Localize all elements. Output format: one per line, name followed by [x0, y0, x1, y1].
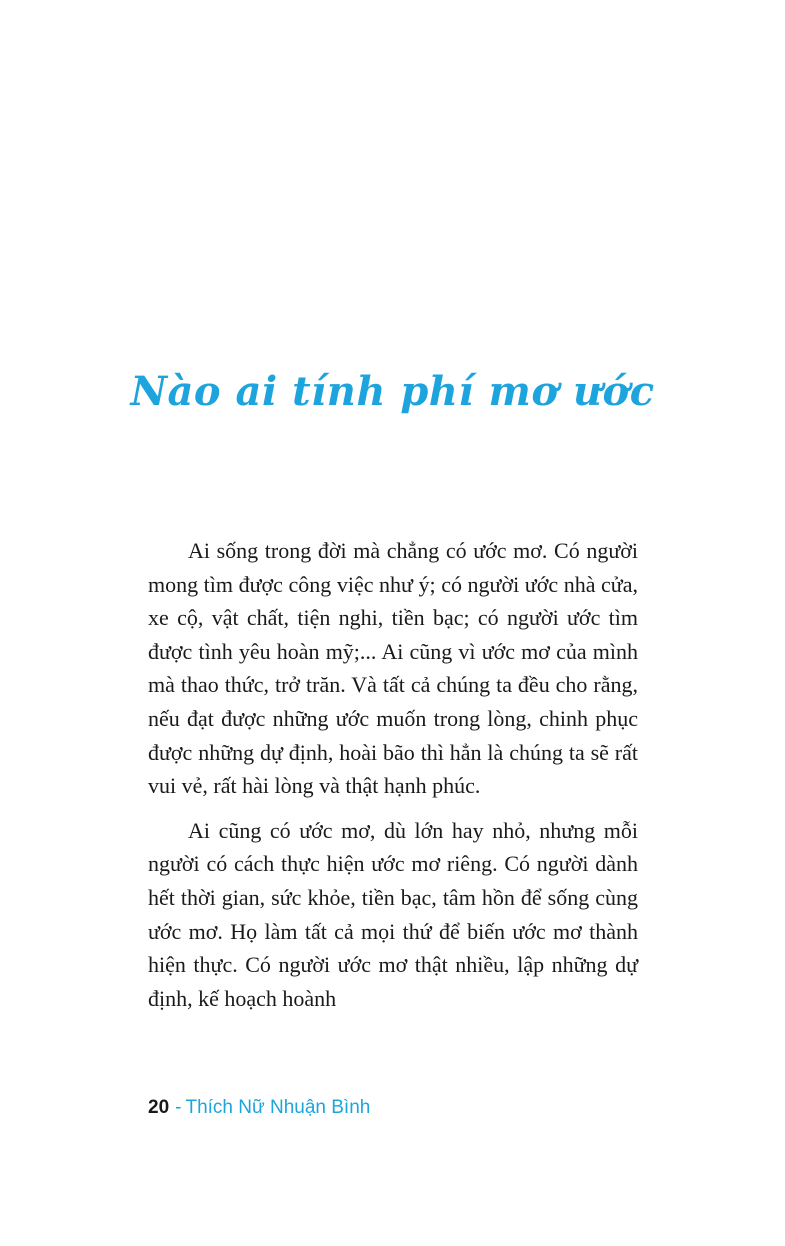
body-text	[148, 534, 638, 1026]
chapter-title: Nào ai tính phí mơ ước	[130, 368, 655, 415]
paragraph-1: Ai sống trong đời mà chẳng có ước mơ. Có người mong tìm được công việc như ý; có người ước nhà cửa, xe cộ, vật chất, tiện nghi, tiền bạc; có người ước tìm được tình yêu hoàn mỹ;... Ai cũng vì ước mơ của mình mà thao thức, trở trăn. Và tất cả chúng ta đều cho rằng, nếu đạt được những ước muốn trong lòng, chinh phục được những dự định, hoài bão thì hẳn là chúng ta sẽ rất vui vẻ, rất hài lòng và thật hạnh phúc.	[148, 538, 638, 799]
paragraph-2: Ai cũng có ước mơ, dù lớn hay nhỏ, nhưng mỗi người có cách thực hiện ước mơ riêng. Có người dành hết thời gian, sức khỏe, tiền bạc, tâm hồn để sống cùng ước mơ. Họ làm tất cả mọi thứ để biến ước mơ thành hiện thực. Có người ước mơ thật nhiều, lập những dự định, kế hoạch hoành	[148, 817, 638, 1011]
page-footer	[148, 1094, 370, 1122]
page-number: 20	[148, 1097, 170, 1118]
footer-separator: -	[175, 1097, 182, 1118]
footer-author: Thích Nữ Nhuận Bình	[185, 1097, 371, 1118]
